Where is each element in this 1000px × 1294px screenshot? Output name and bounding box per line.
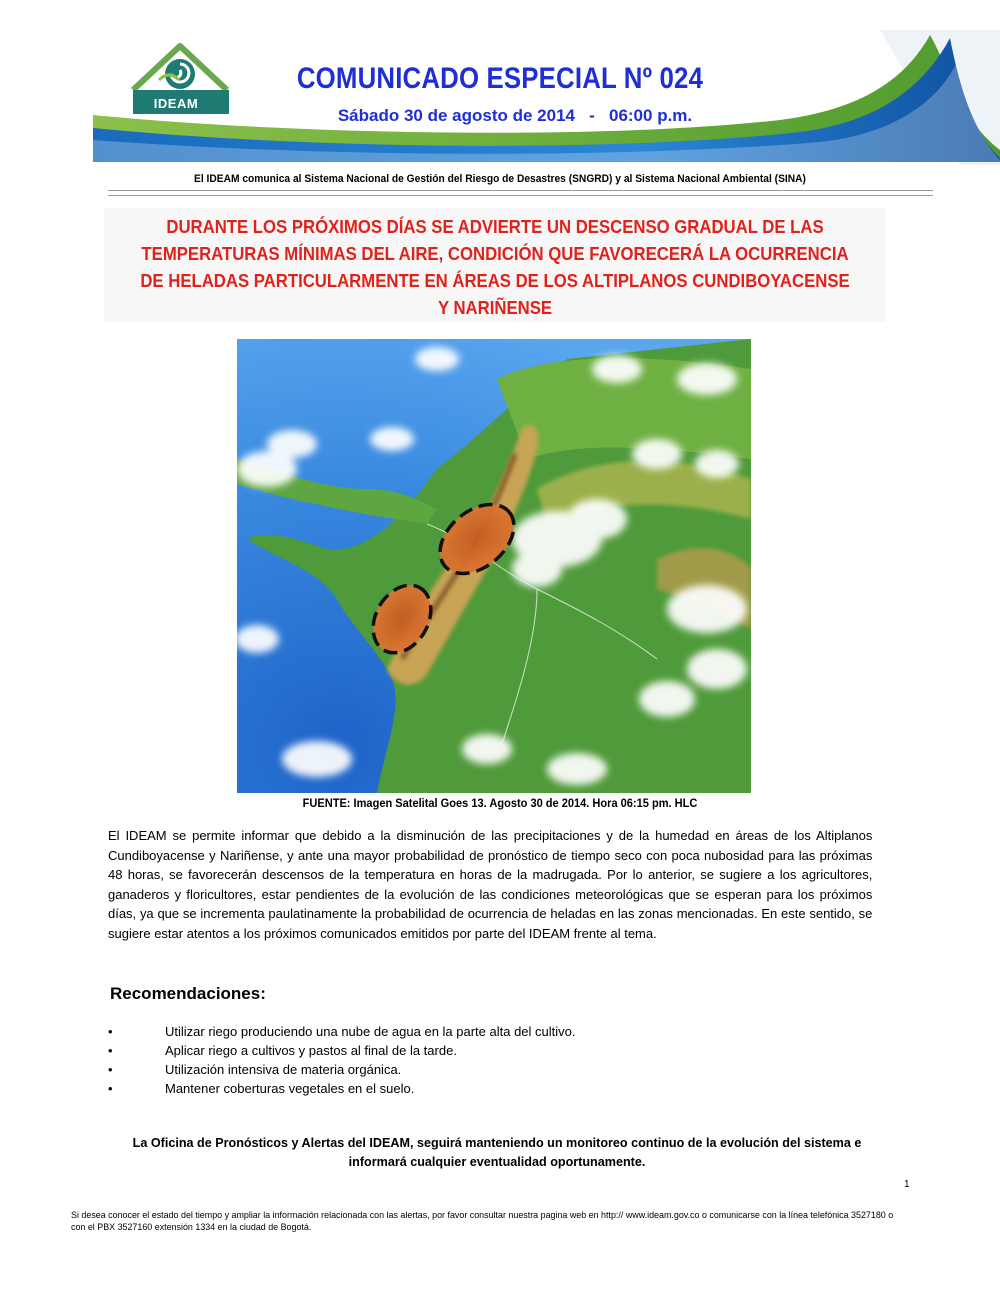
divider-top (108, 190, 933, 191)
list-item (108, 1079, 808, 1098)
list-item (108, 1060, 808, 1079)
footer-note: Si desea conocer el estado del tiempo y ampliar la información relacionada con las alertas, por favor consultar nuestra pagina web en http:// www.ideam.gov.co o comunicarse con la línea telefónica 3527180 o con el PBX 3527160 extensión 1334 en la ciudad de Bogotá. (71, 1210, 894, 1233)
recommendations-title: Recomendaciones: (110, 984, 266, 1003)
intro-line: El IDEAM comunica al Sistema Nacional de Gestión del Riesgo de Desastres (SNGRD) y al Sistema Nacional Ambiental (SINA) (194, 173, 806, 185)
bullet-icon: • (108, 1081, 113, 1096)
list-item (108, 1022, 808, 1041)
closing-statement: La Oficina de Pronósticos y Alertas del IDEAM, seguirá manteniendo un monitoreo continuo de la evolución del sistema e informará cualquier eventualidad oportunamente. (132, 1136, 862, 1169)
satellite-map-image (237, 339, 751, 793)
list-item (108, 1041, 808, 1060)
bullet-icon: • (108, 1024, 113, 1039)
logo-text: IDEAM (153, 96, 199, 111)
body-paragraph: El IDEAM se permite informar que debido a la disminución de las precipitaciones y de la humedad en áreas de los Altiplanos Cundiboyacense y Nariñense, y ante una mayor probabilidad de pronóstico de tiempo seco con poca nubosidad para las próximas 48 horas, se favorecerán descensos de la temperatura en horas de la madrugada. Por lo anterior, se sugiere a los agricultores, ganaderos y floricultores, estar pendientes de la evolución de las condiciones meteorológicas que se esperan para los próximos días, ya que se incrementa paulatinamente la probabilidad de ocurrencia de heladas en las zonas mencionadas. En este sentido, se sugiere estar atentos a los próximos comunicados emitidos por parte del IDEAM frente al tema. (108, 828, 873, 941)
page-subtitle-date: Sábado 30 de agosto de 2014 - 06:00 p.m. (337, 106, 693, 125)
recommendations-list (108, 1022, 808, 1098)
divider-bottom (108, 195, 933, 196)
alert-headline: DURANTE LOS PRÓXIMOS DÍAS SE ADVIERTE UN DESCENSO GRADUAL DE LAS TEMPERATURAS MÍNIMAS DEL AIRE, CONDICIÓN QUE FAVORECERÁ LA OCURRENCIA DE HELADAS PARTICULARMENTE EN ÁREAS DE LOS ALTIPLANOS CUNDIBOYACENSE Y NARIÑENSE (140, 217, 850, 318)
recommendation-text: Aplicar riego a cultivos y pastos al final de la tarde. (165, 1043, 457, 1058)
bullet-icon: • (108, 1043, 113, 1058)
recommendation-text: Utilización intensiva de materia orgánica. (165, 1062, 402, 1077)
page-title: COMUNICADO ESPECIAL Nº 024 (296, 62, 704, 95)
page-number: 1 (904, 1179, 910, 1190)
figure-caption: FUENTE: Imagen Satelital Goes 13. Agosto 30 de 2014. Hora 06:15 pm. HLC (302, 796, 698, 810)
bullet-icon: • (108, 1062, 113, 1077)
recommendation-text: Mantener coberturas vegetales en el suelo. (165, 1081, 415, 1096)
recommendation-text: Utilizar riego produciendo una nube de agua en la parte alta del cultivo. (165, 1024, 576, 1039)
